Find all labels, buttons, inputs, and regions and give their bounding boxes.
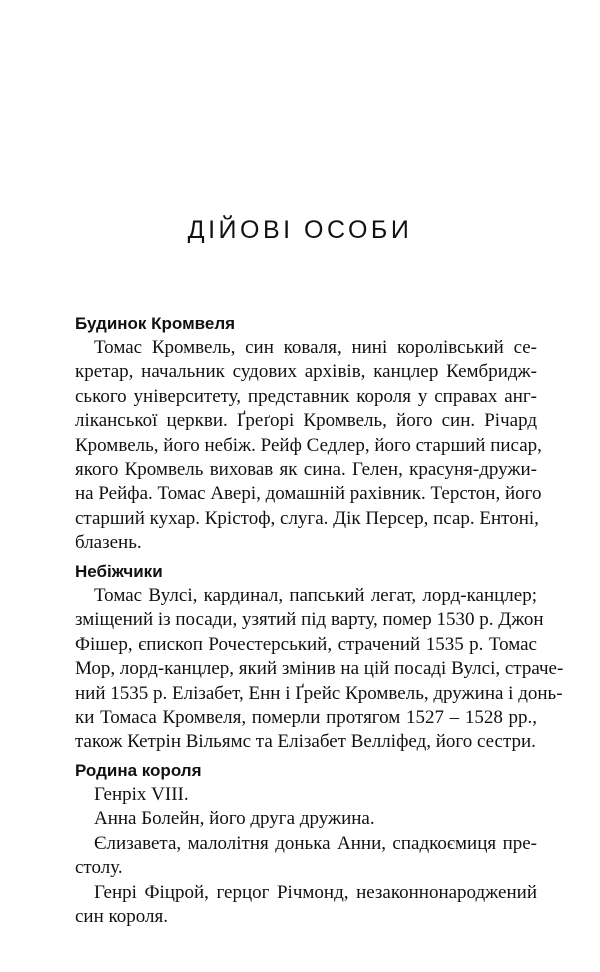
text-line: ліканської церкви. Ґреґорі Кромвель, його син. Річард: [75, 410, 537, 432]
text-line: Мор, лорд-канцлер, який змінив на цій посаді Вулсі, страче-: [75, 658, 564, 680]
text-line: ний 1535 р. Елізабет, Енн і Ґрейс Кромвель, дружина і донь-: [75, 682, 563, 704]
section-heading: Будинок Кромвеля: [75, 314, 236, 333]
text-line: ського університету, представник короля у справах анг-: [75, 385, 537, 407]
text-line: Анна Болейн, його друга дружина.: [75, 808, 375, 830]
text-line: також Кетрін Вільямс та Елізабет Велліфед, його сестри.: [75, 731, 536, 753]
text-line: Єлизавета, малолітня донька Анни, спадкоємиця пре-: [75, 832, 537, 854]
text-line: Генрі Фіцрой, герцог Річмонд, незаконнонароджений: [75, 881, 537, 903]
section-text: [75, 336, 542, 556]
section-cromwell-house: [75, 312, 542, 556]
text-line: Томас Вулсі, кардинал, папський легат, лорд-канцлер;: [75, 585, 537, 606]
section-deceased: [75, 560, 564, 755]
page-title: ДІЙОВІ ОСОБИ: [187, 216, 413, 244]
section-heading: Родина короля: [75, 761, 202, 780]
text-line: Генріх VIII.: [75, 784, 189, 805]
section-text: [75, 783, 537, 929]
text-line: кретар, начальник судових архівів, канцлер Кембридж-: [75, 361, 537, 383]
text-line: на Рейфа. Томас Аверi, домашній рахівник. Терстон, його: [75, 483, 542, 505]
text-line: столу.: [75, 857, 123, 879]
text-line: блазень.: [75, 532, 142, 554]
text-line: Томас Кромвель, син коваля, нині королівський се-: [75, 337, 537, 358]
text-line: Фішер, єпископ Рочестерський, страчений 1535 р. Томас: [75, 633, 537, 655]
text-line: якого Кромвель виховав як сина. Гелен, красуня-дружи-: [75, 459, 537, 481]
section-heading: Небіжчики: [75, 562, 163, 581]
text-line: син короля.: [75, 906, 169, 928]
section-text: [75, 584, 564, 755]
text-line: ки Томаса Кромвеля, померли протягом 1527 – 1528 рр.,: [75, 707, 537, 729]
text-line: Кромвель, його небіж. Рейф Седлер, його старший писар,: [75, 434, 542, 456]
section-royal-family: [75, 759, 537, 929]
text-line: старший кухар. Крістоф, слуга. Дік Персер, псар. Ентоні,: [75, 507, 539, 529]
text-line: зміщений із посади, узятий під варту, помер 1530 р. Джон: [75, 609, 544, 631]
